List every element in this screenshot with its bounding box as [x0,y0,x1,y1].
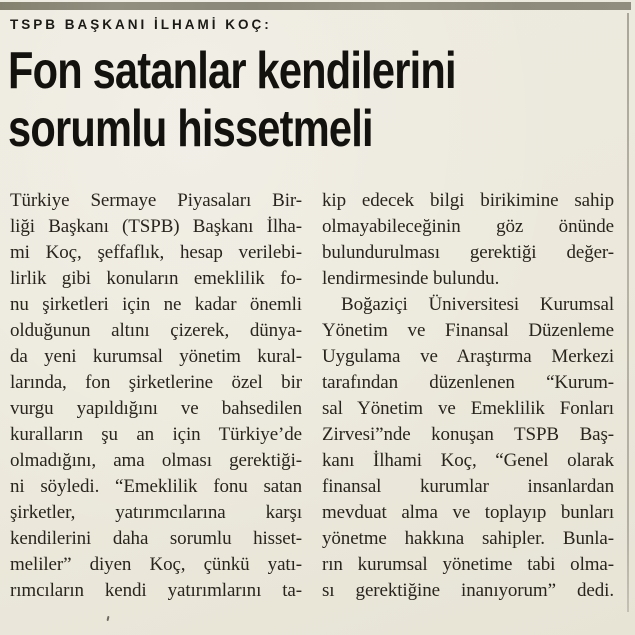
top-separator-bar [0,2,631,10]
headline-line-1: Fon satanlar kendilerini [8,42,456,100]
body-line: kanı İlhami Koç, “Genel olarak [322,450,614,471]
body-line: ni söyledi. “Emeklilik fonu satan [10,476,302,497]
body-line: da yeni kurumsal yönetim kural- [10,346,302,367]
body-column-left [10,188,302,604]
article-kicker: TSPB BAŞKANI İLHAMİ KOÇ: [10,17,272,32]
body-line: mevduat alma ve toplayıp bunları [322,502,614,523]
body-line: Zirvesi”nde konuşan TSPB Baş- [322,424,614,445]
body-line: olmayabileceğinin göz önünde [322,216,614,237]
body-line: rımcıların kendi yatırımlarını ta- [10,580,302,601]
scan-speck [107,616,110,621]
body-line: olmadığını, ama olması gerektiği- [10,450,302,471]
body-line: sı gerektiğine inanıyorum” dedi. [322,580,614,601]
body-line: liği Başkanı (TSPB) Başkanı İlha- [10,216,302,237]
body-line: vurgu yapıldığını ve bahsedilen [10,398,302,419]
body-line: şirketler, yatırımcılarına karşı [10,502,302,523]
body-line: sal Yönetim ve Emeklilik Fonları [322,398,614,419]
body-line: Uygulama ve Araştırma Merkezi [322,346,614,367]
body-line: tarafından düzenlenen “Kurum- [322,372,614,393]
headline-line-2: sorumlu hissetmeli [8,100,373,158]
body-line: kip edecek bilgi birikimine sahip [322,190,614,211]
body-line: meliler” diyen Koç, çünkü yatı- [10,554,302,575]
body-line: finansal kurumlar insanlardan [322,476,614,497]
body-line: bulundurulması gerektiği değer- [322,242,614,263]
body-line: kendilerini daha sorumlu hisset- [10,528,302,549]
body-line: rın kurumsal yönetime tabi olma- [322,554,614,575]
body-line: larında, fon şirketlerine özel bir [10,372,302,393]
body-line: Türkiye Sermaye Piyasaları Bir- [10,190,302,211]
body-column-right [322,188,614,604]
body-line: Boğaziçi Üniversitesi Kurumsal [341,294,614,315]
body-line: kuralların şu an için Türkiye’de [10,424,302,445]
body-line: lirlik gibi konuların emeklilik fo- [10,268,302,289]
body-line: lendirmesinde bulundu. [322,268,500,289]
article-headline [8,42,632,158]
body-line: mi Koç, şeffaflık, hesap verilebi- [10,242,302,263]
body-line: nu şirketleri için ne kadar önemli [10,294,302,315]
body-line: Yönetim ve Finansal Düzenleme [322,320,614,341]
body-line: yönetme hakkına sahipler. Bunla- [322,528,614,549]
body-line: olduğunun altını çizerek, dünya- [10,320,302,341]
